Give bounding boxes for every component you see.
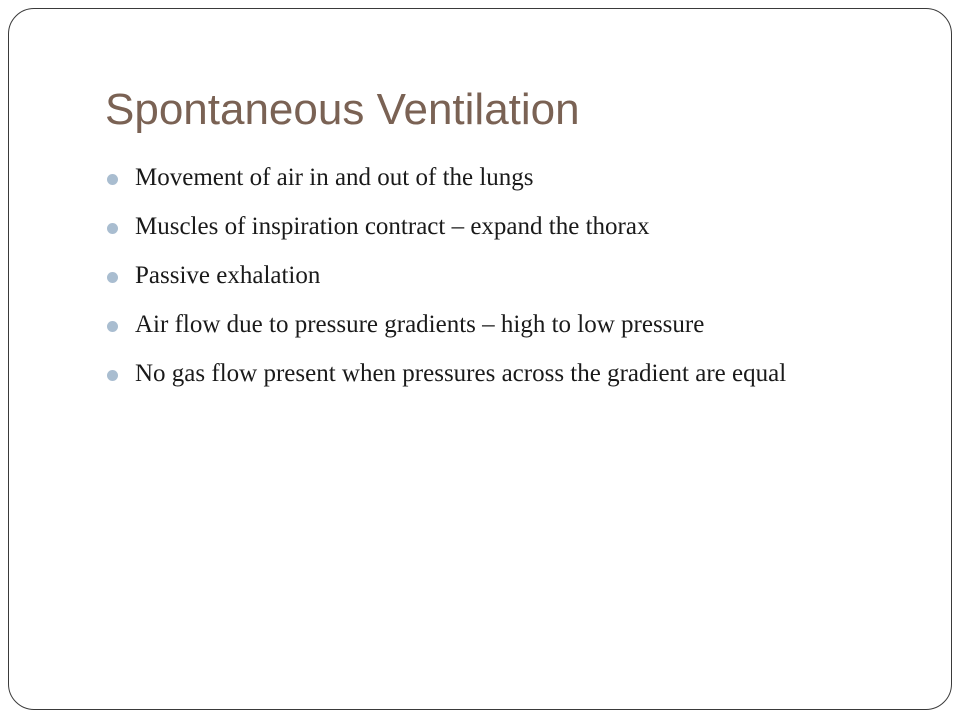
bullet-list <box>107 154 887 407</box>
bullet-dot-icon <box>107 272 118 283</box>
bullet-dot-icon <box>107 321 118 332</box>
slide-title: Spontaneous Ventilation <box>105 85 580 134</box>
bullet-item <box>107 211 887 243</box>
bullet-dot-icon <box>107 370 118 381</box>
bullet-text: Muscles of inspiration contract – expand the thorax <box>135 213 650 240</box>
bullet-text: Air flow due to pressure gradients – high to low pressure <box>135 311 705 338</box>
bullet-item <box>107 309 887 341</box>
bullet-dot-icon <box>107 174 118 185</box>
bullet-item <box>107 260 887 292</box>
bullet-text: No gas flow present when pressures across the gradient are equal <box>135 360 787 387</box>
bullet-dot-icon <box>107 223 118 234</box>
bullet-item <box>107 162 887 194</box>
bullet-text: Passive exhalation <box>135 262 321 289</box>
bullet-item <box>107 358 887 390</box>
bullet-text: Movement of air in and out of the lungs <box>135 164 534 191</box>
